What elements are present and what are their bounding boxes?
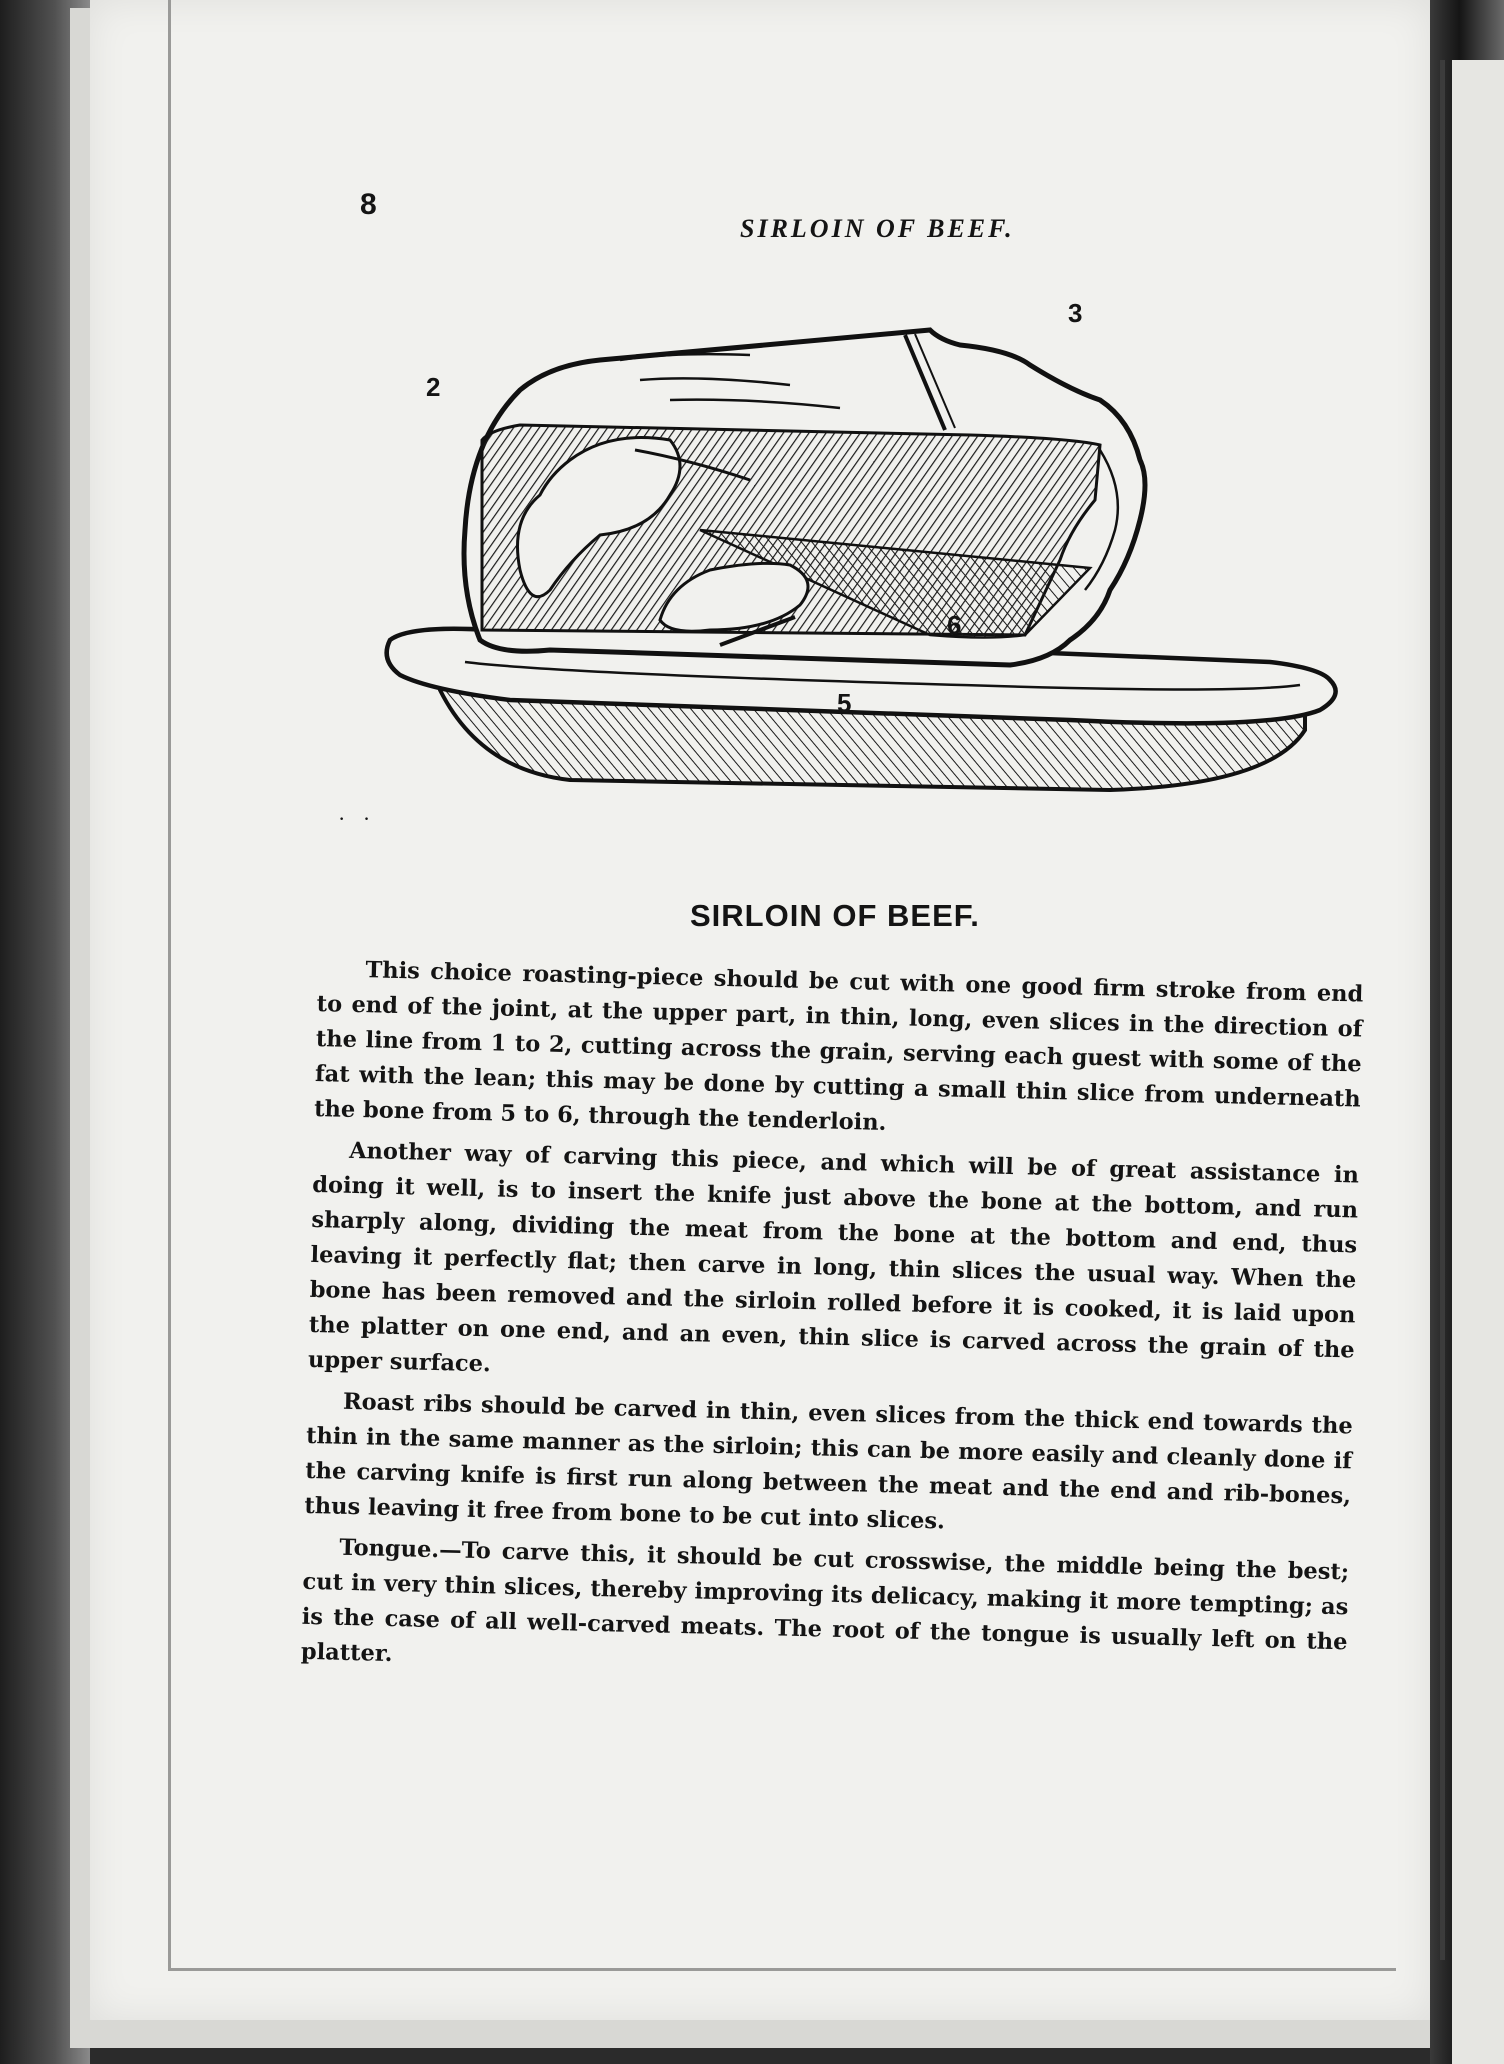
sirloin-illustration: [370, 290, 1340, 810]
page-number: 8: [360, 188, 377, 221]
beef-joint: [464, 330, 1145, 665]
paragraph-another-way: Another way of carving this piece, and which will be of great assistance in doing it well, is to insert the knife just above the bone at the bottom, and run sharply along, dividing the meat from the bone at the bottom and end, thus leaving it perfectly flat; then carve in long, thin slices the usual way. When the bone has been removed and the sirloin rolled before it is cooked, it is laid upon the platter on one end, and an even, thin slice is carved across the grain of the upper surface.: [307, 1137, 1360, 1378]
paragraph-carving-sirloin: This choice roasting-piece should be cut with one good firm stroke from end to end of the joint, at the upper part, in thin, long, even slices in the direction of the line from 1 to 2, cutting across the grain, serving each guest with some of the fat with the lean; this may be done by cutting a small thin slice from underneath the bone from 5 to 6, through the tenderloin.: [313, 957, 1364, 1136]
illustration-label-2: 2: [426, 372, 441, 402]
running-header: SIRLOIN OF BEEF.: [740, 214, 1015, 243]
illustration-label-6: 6: [947, 610, 962, 640]
facing-page-edge: [1452, 60, 1504, 2064]
illustration-label-5: 5: [837, 688, 852, 718]
body-text: [300, 952, 1363, 1701]
section-title: SIRLOIN OF BEEF.: [690, 898, 980, 933]
facing-page-border: [1440, 60, 1445, 1960]
paragraph-tongue: Tongue.—To carve this, it should be cut crosswise, the middle being the best; cut in very thin slices, thereby improving its delicacy, making it more tempting; as is the case of all well-carved meats. The root of the tongue is usually left on the platter.: [300, 1534, 1350, 1668]
illustration-label-3: 3: [1068, 298, 1083, 328]
paragraph-roast-ribs: Roast ribs should be carved in thin, even slices from the thick end towards the thin in the same manner as the sirloin; this can be more easily and cleanly done if the carving knife is first run along between the meat and the end and rib-bones, thus leaving it free from bone to be cut into slices.: [304, 1388, 1354, 1535]
stray-print-marks: · ·: [338, 806, 377, 831]
sirloin-on-platter-drawing: [370, 290, 1340, 810]
